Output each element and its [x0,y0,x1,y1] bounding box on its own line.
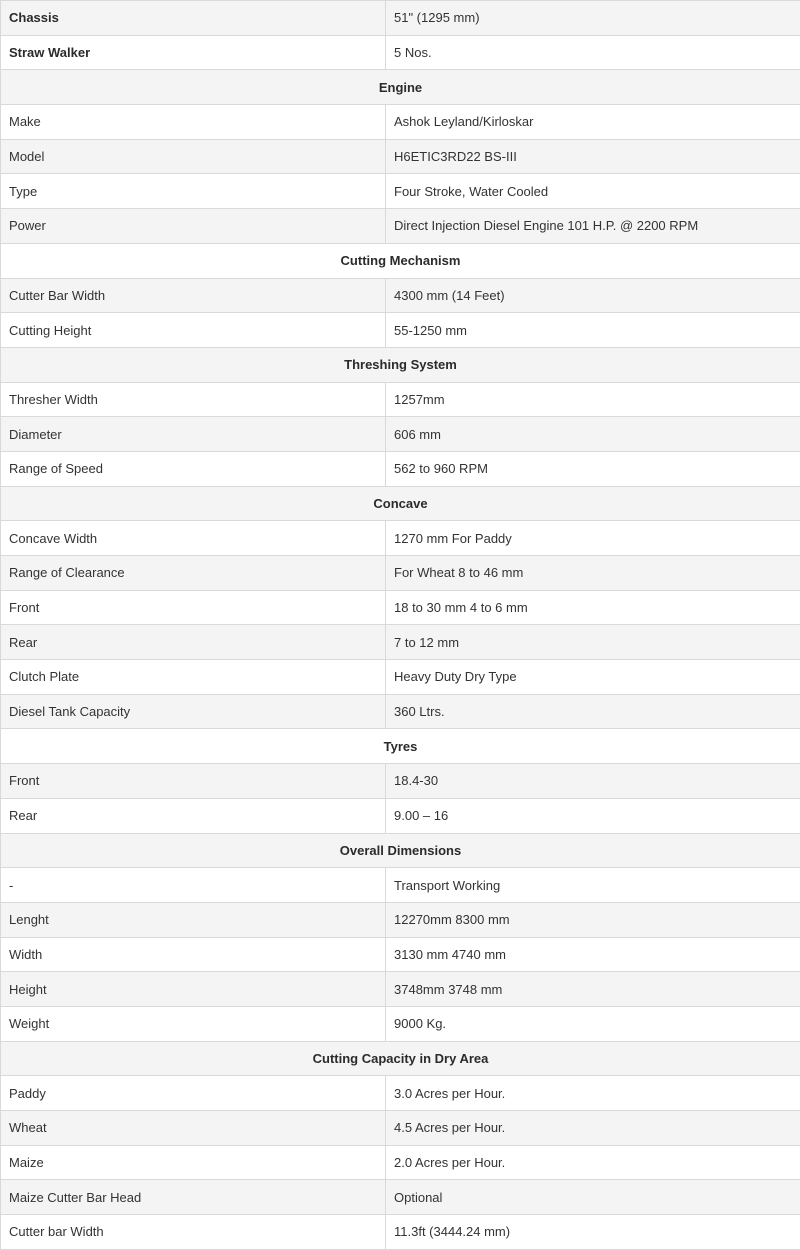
spec-value: 360 Ltrs. [386,694,800,729]
spec-label: Paddy [1,1076,386,1111]
spec-value: 7 to 12 mm [386,625,800,660]
spec-label: Cutter Bar Width [1,278,386,313]
spec-label: Wheat [1,1111,386,1146]
spec-row [1,1145,800,1180]
section-title: Tyres [1,729,800,764]
spec-value: Direct Injection Diesel Engine 101 H.P. @ 2200 RPM [386,209,800,244]
spec-row [1,764,800,799]
spec-value: Heavy Duty Dry Type [386,660,800,695]
spec-value: 3.0 Acres per Hour. [386,1076,800,1111]
spec-label: Make [1,105,386,140]
spec-label: Range of Clearance [1,556,386,591]
spec-value: 3748mm 3748 mm [386,972,800,1007]
spec-label: Front [1,590,386,625]
section-header-row [1,243,800,278]
spec-row [1,451,800,486]
spec-label: Weight [1,1006,386,1041]
spec-label: Clutch Plate [1,660,386,695]
section-header-row [1,70,800,105]
spec-value: 9.00 – 16 [386,798,800,833]
spec-label: Range of Speed [1,451,386,486]
spec-value: 3130 mm 4740 mm [386,937,800,972]
spec-value: H6ETIC3RD22 BS-III [386,139,800,174]
section-title: Overall Dimensions [1,833,800,868]
spec-label: Cutter bar Width [1,1215,386,1250]
spec-row [1,105,800,140]
spec-row [1,902,800,937]
spec-row [1,660,800,695]
spec-value: 4300 mm (14 Feet) [386,278,800,313]
spec-label: Rear [1,798,386,833]
section-title: Cutting Capacity in Dry Area [1,1041,800,1076]
spec-label: Thresher Width [1,382,386,417]
spec-label: Maize [1,1145,386,1180]
spec-row [1,1,800,36]
spec-value: 18.4-30 [386,764,800,799]
spec-label: - [1,868,386,903]
spec-row [1,1111,800,1146]
section-header-row [1,486,800,521]
spec-value: 4.5 Acres per Hour. [386,1111,800,1146]
spec-label: Maize Cutter Bar Head [1,1180,386,1215]
spec-value: 51" (1295 mm) [386,1,800,36]
section-header-row [1,347,800,382]
spec-row [1,139,800,174]
spec-value: 562 to 960 RPM [386,451,800,486]
spec-value: Ashok Leyland/Kirloskar [386,105,800,140]
spec-value: 2.0 Acres per Hour. [386,1145,800,1180]
spec-label: Width [1,937,386,972]
spec-label: Concave Width [1,521,386,556]
spec-row [1,1180,800,1215]
specifications-table-body [1,1,800,1250]
spec-value: Transport Working [386,868,800,903]
spec-value: Four Stroke, Water Cooled [386,174,800,209]
section-header-row [1,833,800,868]
spec-label: Cutting Height [1,313,386,348]
spec-value: 55-1250 mm [386,313,800,348]
spec-value: 1270 mm For Paddy [386,521,800,556]
spec-row [1,798,800,833]
spec-label: Straw Walker [1,35,386,70]
section-header-row [1,729,800,764]
spec-row [1,972,800,1007]
spec-row [1,625,800,660]
spec-row [1,1076,800,1111]
spec-row [1,35,800,70]
spec-row [1,417,800,452]
spec-row [1,937,800,972]
spec-row [1,278,800,313]
spec-value: 1257mm [386,382,800,417]
spec-value: 18 to 30 mm 4 to 6 mm [386,590,800,625]
section-title: Threshing System [1,347,800,382]
spec-row [1,174,800,209]
spec-row [1,382,800,417]
spec-label: Chassis [1,1,386,36]
spec-label: Type [1,174,386,209]
spec-row [1,1215,800,1250]
spec-value: Optional [386,1180,800,1215]
spec-label: Power [1,209,386,244]
spec-row [1,1006,800,1041]
spec-value: 12270mm 8300 mm [386,902,800,937]
section-title: Concave [1,486,800,521]
spec-label: Model [1,139,386,174]
spec-row [1,556,800,591]
section-title: Cutting Mechanism [1,243,800,278]
section-header-row [1,1041,800,1076]
spec-value: 606 mm [386,417,800,452]
spec-label: Diesel Tank Capacity [1,694,386,729]
spec-label: Front [1,764,386,799]
spec-label: Rear [1,625,386,660]
spec-value: For Wheat 8 to 46 mm [386,556,800,591]
spec-row [1,209,800,244]
spec-value: 5 Nos. [386,35,800,70]
spec-row [1,590,800,625]
spec-value: 9000 Kg. [386,1006,800,1041]
spec-value: 11.3ft (3444.24 mm) [386,1215,800,1250]
spec-label: Lenght [1,902,386,937]
spec-row [1,694,800,729]
spec-label: Diameter [1,417,386,452]
section-title: Engine [1,70,800,105]
spec-row [1,868,800,903]
spec-row [1,313,800,348]
spec-label: Height [1,972,386,1007]
spec-row [1,521,800,556]
